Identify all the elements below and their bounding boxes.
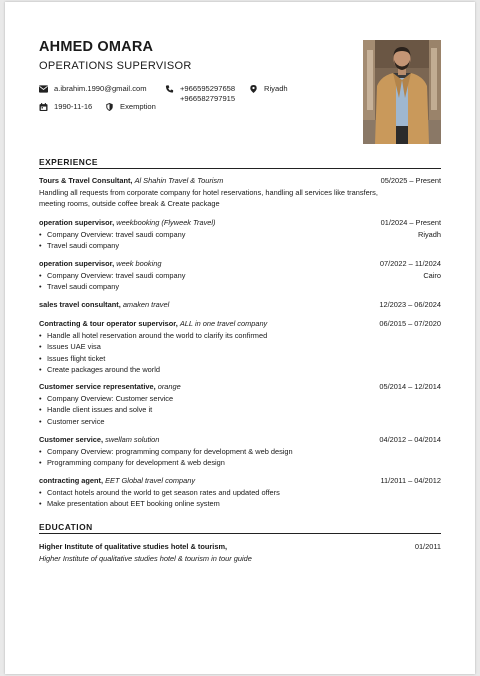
list-item: • Company Overview: Customer service: [39, 393, 441, 405]
location-text: Riyadh: [264, 84, 288, 93]
location-pin-icon: [249, 85, 258, 93]
list-item: • Handle all hotel reservation around the world to clarify its confirmed: [39, 330, 441, 342]
experience-heading: EXPERIENCE: [39, 157, 98, 167]
phone-1-text: +966595297658: [180, 84, 236, 93]
email-text: a.ibrahim.1990@gmail.com: [54, 84, 147, 93]
company-name: EET Global travel company: [105, 476, 196, 485]
military-status-text: Exemption: [120, 102, 156, 111]
list-item: • Make presentation about EET booking online system: [39, 498, 441, 510]
list-item: • Travel saudi company: [39, 281, 185, 293]
list-item: • Company Overview: travel saudi company: [39, 270, 185, 282]
company-name: ALL in one travel company: [179, 319, 268, 328]
experience-entry: [39, 299, 441, 311]
job-role: Customer service,: [39, 435, 104, 444]
education-entry: [39, 541, 441, 564]
list-item: • Issues flight ticket: [39, 353, 441, 365]
email-contact[interactable]: [39, 84, 147, 94]
job-role: operation supervisor,: [39, 218, 115, 227]
birth-date-contact: [39, 102, 92, 112]
job-role: sales travel consultant,: [39, 300, 121, 309]
phone-icon: [165, 85, 174, 93]
job-role: operation supervisor,: [39, 259, 115, 268]
profile-photo: [363, 40, 441, 144]
job-role: contracting agent,: [39, 476, 104, 485]
date-range: 01/2024 – Present: [380, 218, 441, 227]
list-item: • Programming company for development & web design: [39, 457, 441, 469]
graduation-date: 01/2011: [414, 542, 441, 551]
experience-entry: [39, 434, 441, 469]
resume-page: [5, 2, 475, 674]
phone-2-text: +966582797915: [180, 93, 236, 103]
school-name: Higher Institute of qualitative studies hotel & tourism,: [39, 542, 228, 551]
birth-date-text: 1990-11-16: [54, 102, 93, 111]
date-range: 12/2023 – 06/2024: [379, 300, 441, 309]
job-role: Tours & Travel Consultant,: [39, 176, 133, 185]
experience-entry: [39, 175, 441, 210]
list-item: • Company Overview: programming company for development & web design: [39, 446, 441, 458]
date-range: 11/2011 – 04/2012: [380, 476, 441, 485]
list-item: • Travel saudi company: [39, 240, 185, 252]
date-range: 05/2025 – Present: [380, 176, 441, 185]
job-location: Riyadh: [417, 229, 441, 239]
company-name: amaken travel: [122, 300, 170, 309]
job-title: OPERATIONS SUPERVISOR: [39, 60, 192, 72]
email-icon: [39, 85, 48, 93]
company-name: week booking: [116, 259, 162, 268]
company-name: swellam solution: [105, 435, 160, 444]
job-location: Cairo: [423, 270, 441, 280]
calendar-icon: [39, 103, 48, 111]
job-description: Handling all requests from corporate company for hotel reservations, handling all services like transfers, meeting rooms, outside coffee break & Create package: [39, 187, 378, 208]
date-range: 05/2014 – 12/2014: [379, 382, 441, 391]
experience-entry: [39, 258, 441, 293]
company-name: Al Shahin Travel & Tourism: [134, 176, 224, 185]
experience-entry: [39, 381, 441, 427]
company-name: orange: [157, 382, 181, 391]
experience-entry: [39, 318, 441, 376]
list-item: • Company Overview: travel saudi company: [39, 229, 185, 241]
candidate-name: AHMED OMARA: [39, 39, 154, 55]
list-item: • Contact hotels around the world to get season rates and updated offers: [39, 487, 441, 499]
education-heading: EDUCATION: [39, 522, 93, 532]
job-role: Customer service representative,: [39, 382, 156, 391]
date-range: 07/2022 – 11/2024: [379, 259, 441, 268]
military-status-contact: [105, 102, 156, 112]
list-item: • Handle client issues and solve it: [39, 404, 441, 416]
phone-contact[interactable]: [165, 84, 235, 103]
date-range: 06/2015 – 07/2020: [379, 319, 441, 328]
company-name: weekbooking (Flyweek Travel): [116, 218, 216, 227]
job-role: Contracting & tour operator supervisor,: [39, 319, 178, 328]
experience-entry: [39, 475, 441, 510]
experience-divider: [39, 168, 441, 169]
list-item: • Customer service: [39, 416, 441, 428]
location-contact: [249, 84, 288, 94]
list-item: • Issues UAE visa: [39, 341, 441, 353]
date-range: 04/2012 – 04/2014: [379, 435, 441, 444]
education-detail: Higher Institute of qualitative studies hotel & tourism in tour guide: [39, 553, 252, 563]
list-item: • Create packages around the world: [39, 364, 441, 376]
education-divider: [39, 533, 441, 534]
shield-icon: [105, 103, 114, 111]
experience-entry: [39, 217, 441, 252]
